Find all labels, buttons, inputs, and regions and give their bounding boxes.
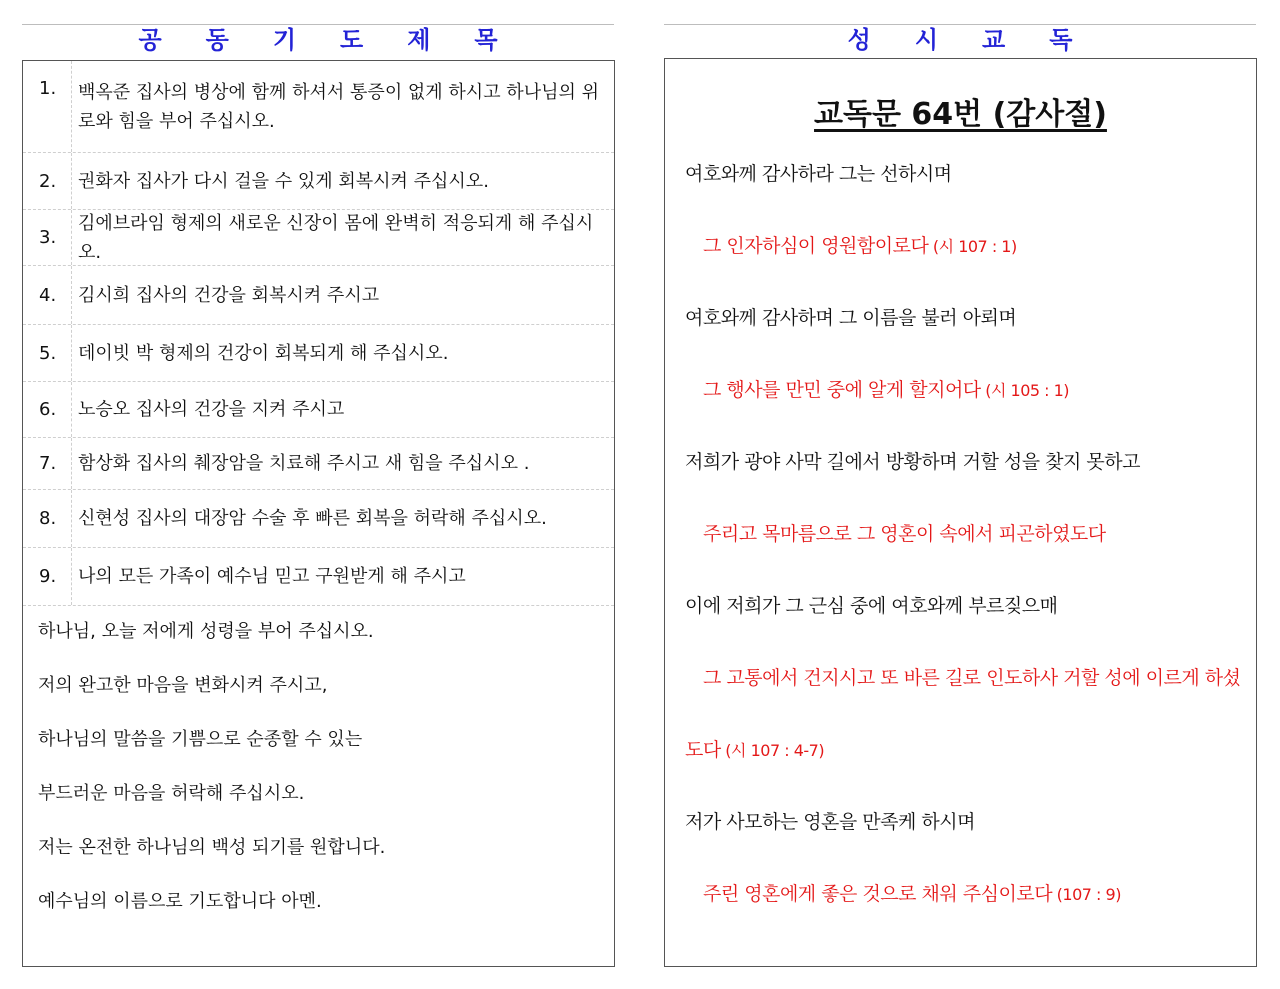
prayer-text: 데이빗 박 형제의 건강이 회복되게 해 주십시오. bbox=[78, 342, 449, 364]
prayer-text: 권화자 집사가 다시 걸을 수 있게 회복시켜 주십시오. bbox=[78, 170, 489, 192]
reading-box bbox=[664, 58, 1257, 967]
leader-line bbox=[685, 591, 1260, 663]
line-text: 저희가 광야 사막 길에서 방황하며 거할 성을 찾지 못하고 bbox=[685, 451, 1140, 473]
prayer-text: 노승오 집사의 건강을 지켜 주시고 bbox=[78, 399, 345, 420]
title-char: 도 bbox=[340, 26, 364, 54]
prayer-number: 4. bbox=[23, 266, 72, 324]
line-text: 그 행사를 만민 중에 알게 할지어다 bbox=[703, 379, 981, 401]
line-text: 여호와께 감사하며 그 이름을 불러 아뢰며 bbox=[685, 307, 1017, 329]
scripture-reference: (시 107 : 4-7) bbox=[720, 741, 825, 760]
prayer-text: 백옥준 집사의 병상에 함께 하셔서 통증이 없게 하시고 하나님의 위로와 힘을 부어 주십시오. bbox=[78, 82, 599, 132]
prayer-item bbox=[23, 153, 614, 210]
leader-line bbox=[685, 447, 1260, 519]
prayer-number: 5. bbox=[23, 325, 72, 381]
right-panel-title bbox=[664, 24, 1256, 55]
prayer-item bbox=[23, 61, 614, 153]
leader-line bbox=[685, 303, 1260, 375]
reading-title: 교독문 64번 (감사절) bbox=[814, 97, 1107, 132]
leader-line bbox=[685, 159, 1260, 231]
title-char: 시 bbox=[914, 26, 938, 54]
closing-line: 저의 완고한 마음을 변화시켜 주시고, bbox=[38, 675, 328, 696]
prayer-text: 나의 모든 가족이 예수님 믿고 구원받게 해 주시고 bbox=[78, 566, 466, 587]
prayer-item bbox=[23, 548, 614, 606]
prayer-text: 김시희 집사의 건강을 회복시켜 주시고 bbox=[78, 284, 380, 306]
closing-line: 예수님의 이름으로 기도합니다 아멘. bbox=[38, 891, 322, 912]
scripture-reference: (시 107 : 1) bbox=[928, 237, 1017, 256]
prayer-number: 2. bbox=[23, 153, 72, 209]
title-char: 성 bbox=[847, 26, 871, 54]
prayer-item bbox=[23, 490, 614, 548]
prayer-text: 신현성 집사의 대장암 수술 후 빠른 회복을 허락해 주십시오. bbox=[78, 508, 547, 529]
line-text: 이에 저희가 그 근심 중에 여호와께 부르짖으매 bbox=[685, 595, 1058, 617]
title-char: 동 bbox=[205, 26, 229, 54]
title-char: 목 bbox=[474, 26, 498, 54]
prayer-item bbox=[23, 382, 614, 438]
prayer-item bbox=[23, 210, 614, 266]
prayer-number: 3. bbox=[23, 210, 72, 265]
prayer-item bbox=[23, 266, 614, 325]
title-char: 기 bbox=[272, 26, 296, 54]
response-line bbox=[685, 231, 1260, 303]
closing-line: 저는 온전한 하나님의 백성 되기를 원합니다. bbox=[38, 837, 386, 858]
prayer-box bbox=[22, 60, 615, 967]
line-text: 그 고통에서 건지시고 또 바른 길로 인도하사 거할 성에 이르게 하셨 bbox=[703, 667, 1241, 689]
title-char: 공 bbox=[138, 26, 162, 54]
scripture-reference: (107 : 9) bbox=[1052, 885, 1121, 904]
response-line bbox=[685, 735, 1260, 807]
response-line bbox=[685, 663, 1260, 735]
leader-line bbox=[685, 807, 1260, 879]
line-text: 그 인자하심이 영원함이로다 bbox=[703, 235, 929, 257]
scripture-reference: (시 105 : 1) bbox=[980, 381, 1070, 400]
prayer-number: 6. bbox=[23, 382, 72, 437]
title-char: 제 bbox=[407, 26, 431, 54]
prayer-number: 8. bbox=[23, 490, 72, 547]
closing-line: 하나님, 오늘 저에게 성령을 부어 주십시오. bbox=[38, 621, 374, 642]
response-line bbox=[685, 375, 1260, 447]
line-text: 도다 bbox=[685, 739, 721, 761]
prayer-text: 함상화 집사의 췌장암을 치료해 주시고 새 힘을 주십시오 . bbox=[78, 453, 530, 474]
line-text: 여호와께 감사하라 그는 선하시며 bbox=[685, 163, 952, 185]
closing-line: 하나님의 말씀을 기쁨으로 순종할 수 있는 bbox=[38, 729, 363, 750]
response-line bbox=[685, 519, 1260, 591]
line-text: 저가 사모하는 영혼을 만족케 하시며 bbox=[685, 811, 975, 833]
title-char: 교 bbox=[982, 26, 1006, 54]
line-text: 주린 영혼에게 좋은 것으로 채워 주심이로다 bbox=[703, 883, 1053, 905]
prayer-item bbox=[23, 438, 614, 490]
line-text: 주리고 목마름으로 그 영혼이 속에서 피곤하였도다 bbox=[703, 523, 1106, 545]
prayer-number: 7. bbox=[23, 438, 72, 489]
prayer-item bbox=[23, 325, 614, 382]
closing-prayer bbox=[38, 621, 598, 945]
prayer-list bbox=[23, 61, 614, 606]
prayer-number: 1. bbox=[23, 61, 72, 152]
title-char: 독 bbox=[1049, 26, 1073, 54]
prayer-text: 김에브라임 형제의 새로운 신장이 몸에 완벽히 적응되게 해 주십시오. bbox=[78, 212, 594, 263]
prayer-number: 9. bbox=[23, 548, 72, 605]
responsive-reading bbox=[685, 159, 1260, 951]
left-panel-title bbox=[22, 24, 614, 55]
closing-line: 부드러운 마음을 허락해 주십시오. bbox=[38, 783, 305, 804]
response-line bbox=[685, 879, 1260, 951]
